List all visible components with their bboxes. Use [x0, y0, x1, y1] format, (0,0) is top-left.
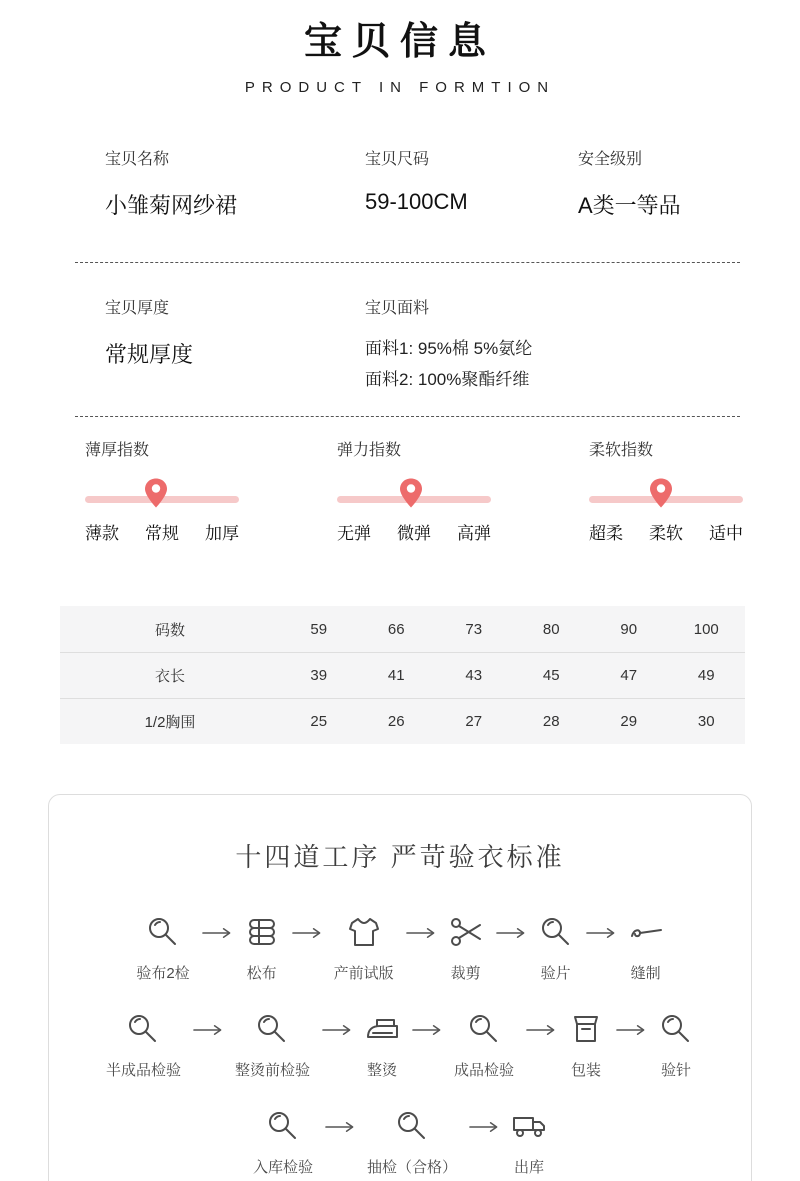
table-cell: 28 [542, 713, 560, 730]
arrow-right-icon [526, 1024, 556, 1036]
table-cell: 66 [387, 620, 405, 638]
fabric-info-row [0, 295, 800, 390]
step-label: 入库检验 [252, 1159, 313, 1176]
table-cell: 39 [310, 667, 328, 684]
index-group-thickness [85, 437, 239, 544]
arrow-right-icon [412, 1024, 442, 1036]
process-step [334, 914, 394, 983]
process-row-3 [49, 1108, 751, 1177]
process-step [364, 1011, 400, 1080]
truck-icon [511, 1108, 547, 1144]
table-cell: 45 [542, 667, 560, 684]
process-step [511, 1108, 547, 1177]
process-step [235, 1011, 310, 1080]
table-cell: 43 [465, 667, 483, 684]
arrow-right-icon [616, 1024, 646, 1036]
index-label: 薄厚指数 [85, 442, 150, 459]
index-track [337, 496, 491, 503]
step-label: 抽检（合格） [367, 1159, 458, 1176]
page-title: 宝贝信息 [303, 21, 496, 63]
table-row [60, 698, 745, 744]
arrow-right-icon [325, 1121, 355, 1133]
table-row [60, 606, 745, 652]
arrow-right-icon [322, 1024, 352, 1036]
arrow-right-icon [586, 927, 616, 939]
index-option: 柔软 [649, 524, 683, 543]
step-label: 包装 [571, 1062, 602, 1079]
step-label: 验片 [540, 965, 571, 982]
index-sliders [0, 437, 800, 544]
process-step [448, 914, 484, 983]
magnifier-icon [145, 914, 181, 950]
arrow-right-icon [193, 1024, 223, 1036]
index-track [85, 496, 239, 503]
process-step [136, 914, 189, 983]
step-label: 缝制 [630, 965, 661, 982]
needle-thread-icon [628, 914, 664, 950]
magnifier-icon [265, 1108, 301, 1144]
safety-level-field [578, 146, 800, 220]
table-cell: 25 [310, 713, 328, 730]
size-table [60, 606, 745, 744]
process-step [106, 1011, 181, 1080]
index-option: 高弹 [457, 524, 491, 543]
process-step [628, 914, 664, 983]
index-option: 适中 [709, 524, 743, 543]
field-value: A类一等品 [578, 193, 681, 218]
field-value: 小雏菊网纱裙 [105, 193, 238, 218]
table-cell: 30 [697, 713, 715, 730]
arrow-right-icon [469, 1121, 499, 1133]
table-cell: 73 [465, 620, 483, 638]
process-step [538, 914, 574, 983]
process-step [658, 1011, 694, 1080]
index-option: 加厚 [205, 524, 239, 543]
step-label: 松布 [246, 965, 277, 982]
fabric-line-2: 面料2: 100%聚酯纤维 [365, 370, 530, 389]
table-cell: 100 [693, 620, 719, 638]
pin-marker-icon [648, 477, 674, 509]
row-header: 衣长 [154, 668, 185, 685]
step-label: 验针 [661, 1062, 692, 1079]
pin-marker-icon [398, 477, 424, 509]
product-size-field [365, 146, 578, 220]
process-step [244, 914, 280, 983]
table-cell: 49 [697, 667, 715, 684]
thickness-field [105, 295, 365, 390]
fabric-line-1: 面料1: 95%棉 5%氨纶 [365, 339, 533, 358]
magnifier-icon [125, 1011, 161, 1047]
table-row [60, 652, 745, 698]
index-option: 薄款 [85, 524, 119, 543]
scissors-icon [448, 914, 484, 950]
magnifier-icon [466, 1011, 502, 1047]
table-cell: 26 [387, 713, 405, 730]
basic-info-row [0, 146, 800, 220]
field-label: 宝贝名称 [105, 151, 170, 168]
table-cell: 47 [620, 667, 638, 684]
table-cell: 80 [542, 620, 560, 638]
index-track [589, 496, 743, 503]
step-label: 整烫 [366, 1062, 397, 1079]
field-value: 59-100CM [365, 189, 468, 214]
table-cell: 29 [620, 713, 638, 730]
product-name-field [105, 146, 365, 220]
index-label: 柔软指数 [589, 442, 654, 459]
arrow-right-icon [406, 927, 436, 939]
row-header: 1/2胸围 [144, 714, 196, 731]
index-group-elasticity [337, 437, 491, 544]
arrow-right-icon [202, 927, 232, 939]
table-cell: 59 [310, 620, 328, 638]
row-header: 码数 [154, 621, 185, 639]
magnifier-icon [254, 1011, 290, 1047]
iron-icon [364, 1011, 400, 1047]
process-row-2 [49, 1011, 751, 1080]
index-option: 无弹 [337, 524, 371, 543]
process-title: 十四道工序 严苛验衣标准 [235, 842, 565, 872]
index-group-softness [589, 437, 743, 544]
process-step [454, 1011, 514, 1080]
step-label: 产前试版 [333, 965, 394, 982]
pin-marker-icon [143, 477, 169, 509]
field-label: 安全级别 [578, 151, 643, 168]
step-label: 整烫前检验 [234, 1062, 310, 1079]
field-label: 宝贝面料 [365, 300, 430, 317]
index-options [85, 519, 239, 544]
process-step [568, 1011, 604, 1080]
table-cell: 27 [465, 713, 483, 730]
step-label: 半成品检验 [105, 1062, 181, 1079]
table-cell: 41 [387, 667, 405, 684]
step-label: 验布2检 [136, 965, 190, 982]
index-option: 超柔 [589, 524, 623, 543]
step-label: 成品检验 [454, 1062, 515, 1079]
fabric-roll-icon [244, 914, 280, 950]
dashed-divider [75, 416, 740, 417]
process-step [367, 1108, 457, 1177]
arrow-right-icon [496, 927, 526, 939]
process-step [253, 1108, 313, 1177]
field-value: 常规厚度 [105, 342, 194, 367]
inspection-process-box [48, 794, 752, 1181]
page-subtitle: PRODUCT IN FORMTION [244, 79, 556, 96]
index-option: 微弹 [397, 524, 431, 543]
index-options [589, 519, 743, 544]
step-label: 出库 [514, 1159, 545, 1176]
arrow-right-icon [292, 927, 322, 939]
index-options [337, 519, 491, 544]
magnifier-icon [538, 914, 574, 950]
field-label: 宝贝尺码 [365, 151, 430, 168]
index-label: 弹力指数 [337, 442, 402, 459]
dashed-divider [75, 262, 740, 263]
field-label: 宝贝厚度 [105, 300, 170, 317]
shirt-icon [346, 914, 382, 950]
fabric-field [365, 295, 800, 390]
process-row-1 [49, 914, 751, 983]
table-cell: 90 [620, 620, 638, 638]
magnifier-icon [394, 1108, 430, 1144]
step-label: 裁剪 [450, 965, 481, 982]
magnifier-icon [658, 1011, 694, 1047]
index-option: 常规 [145, 524, 179, 543]
package-icon [568, 1011, 604, 1047]
